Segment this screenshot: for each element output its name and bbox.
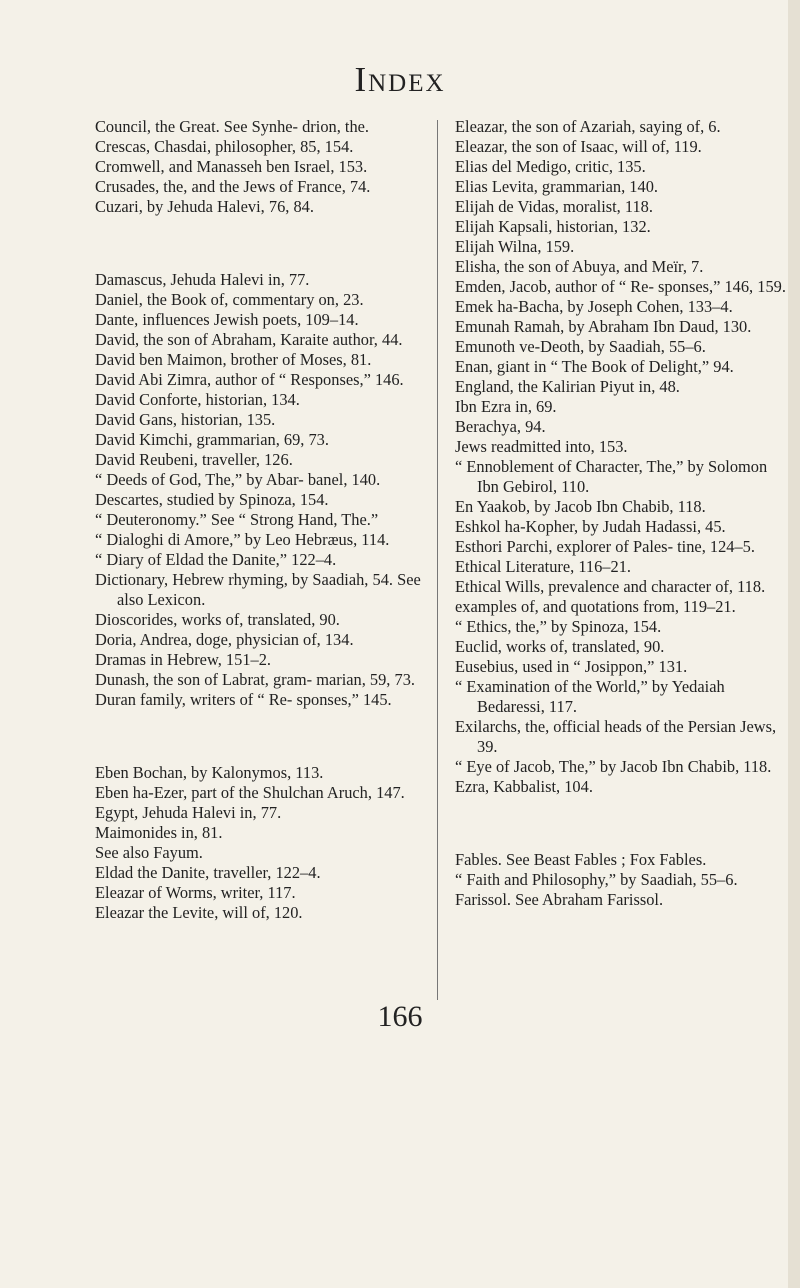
index-entry: Berachya, 94.	[455, 417, 546, 436]
page-title: Index	[354, 60, 446, 99]
index-entry: Elisha, the son of Abuya, and Meïr, 7.	[455, 257, 704, 276]
index-entry: Emek ha-Bacha, by Joseph Cohen, 133–4.	[455, 297, 733, 316]
page-edge	[788, 0, 800, 1288]
index-entry: Esthori Parchi, explorer of Pales- tine, 124–5.	[455, 537, 755, 556]
page-number: 166	[377, 1000, 423, 1033]
index-entry: Elijah Kapsali, historian, 132.	[455, 217, 651, 236]
index-entry: Dunash, the son of Labrat, gram- marian, 59, 73.	[95, 669, 415, 689]
index-entry: Descartes, studied by Spinoza, 154.	[95, 489, 329, 509]
index-entry: Fables. See Beast Fables ; Fox Fables.	[455, 849, 707, 869]
index-entry: David Conforte, historian, 134.	[95, 389, 300, 409]
column-divider	[437, 120, 438, 1000]
index-entry: “ Deuteronomy.” See “ Strong Hand, The.”	[95, 509, 379, 529]
index-entry: Ibn Ezra in, 69.	[455, 397, 557, 416]
index-entry: Eleazar of Worms, writer, 117.	[95, 882, 296, 902]
index-entry: Ethical Wills, prevalence and character of, 118.	[455, 577, 766, 596]
index-entry: David Gans, historian, 135.	[95, 409, 276, 429]
index-entry: David Reubeni, traveller, 126.	[95, 449, 293, 469]
index-entry: Eben Bochan, by Kalonymos, 113.	[95, 762, 324, 782]
index-entry: examples of, and quotations from, 119–21.	[455, 597, 736, 616]
index-entry: Damascus, Jehuda Halevi in, 77.	[95, 269, 310, 289]
index-entry: David Abi Zimra, author of “ Responses,” 146.	[95, 369, 404, 389]
index-entry: Dante, influences Jewish poets, 109–14.	[95, 309, 359, 329]
index-entry: Doria, Andrea, doge, physician of, 134.	[95, 629, 354, 649]
index-entry: Eben ha-Ezer, part of the Shulchan Aruch, 147.	[95, 782, 405, 802]
index-entry: Dramas in Hebrew, 151–2.	[95, 649, 271, 669]
index-entry: Elias del Medigo, critic, 135.	[455, 157, 646, 176]
index-entry: David ben Maimon, brother of Moses, 81.	[95, 349, 372, 369]
index-entry: Ezra, Kabbalist, 104.	[455, 777, 593, 796]
index-entry: Eshkol ha-Kopher, by Judah Hadassi, 45.	[455, 517, 726, 536]
index-entry: “ Faith and Philosophy,” by Saadiah, 55–6.	[455, 869, 738, 889]
index-entry: Elijah de Vidas, moralist, 118.	[455, 197, 653, 216]
index-entry: Eleazar, the son of Azariah, saying of, 6.	[455, 117, 721, 136]
index-entry: Emunah Ramah, by Abraham Ibn Daud, 130.	[455, 317, 752, 336]
index-entry: Eleazar, the son of Isaac, will of, 119.	[455, 137, 702, 156]
index-entry: Exilarchs, the, official heads of the Persian Jews, 39.	[455, 717, 777, 756]
index-entry: Elijah Wilna, 159.	[455, 237, 575, 256]
index-entry: “ Ethics, the,” by Spinoza, 154.	[455, 617, 662, 636]
index-entry: Farissol. See Abraham Farissol.	[455, 889, 664, 909]
index-entry: “ Eye of Jacob, The,” by Jacob Ibn Chabib, 118.	[455, 757, 772, 776]
index-entry: Dictionary, Hebrew rhyming, by Saadiah, 54. See also Lexicon.	[95, 569, 421, 609]
index-entry: Emden, Jacob, author of “ Re- sponses,” 146, 159.	[455, 277, 786, 296]
index-entry: See also Fayum.	[95, 842, 203, 862]
index-entry: Daniel, the Book of, commentary on, 23.	[95, 289, 364, 309]
index-entry: Dioscorides, works of, translated, 90.	[95, 609, 340, 629]
index-entry: David Kimchi, grammarian, 69, 73.	[95, 429, 329, 449]
index-entry: David, the son of Abraham, Karaite author, 44.	[95, 329, 403, 349]
index-entry: Council, the Great. See Synhe- drion, the.	[95, 117, 370, 136]
index-entry: Eusebius, used in “ Josippon,” 131.	[455, 657, 688, 676]
letter-section-gap	[455, 813, 788, 833]
index-entry: Eleazar the Levite, will of, 120.	[95, 902, 303, 922]
index-entry: Eldad the Danite, traveller, 122–4.	[95, 862, 321, 882]
index-entry: Enan, giant in “ The Book of Delight,” 94.	[455, 357, 734, 376]
index-entry: “ Diary of Eldad the Danite,” 122–4.	[95, 549, 337, 569]
index-entry: En Yaakob, by Jacob Ibn Chabib, 118.	[455, 497, 706, 516]
index-entry: England, the Kalirian Piyut in, 48.	[455, 377, 680, 396]
index-entry: “ Dialoghi di Amore,” by Leo Hebræus, 114.	[95, 529, 390, 549]
index-entry: Emunoth ve-Deoth, by Saadiah, 55–6.	[455, 337, 706, 356]
index-entry: “ Ennoblement of Character, The,” by Solomon Ibn Gebirol, 110.	[455, 457, 768, 496]
index-entry: Euclid, works of, translated, 90.	[455, 637, 665, 656]
index-entry: Ethical Literature, 116–21.	[455, 557, 631, 576]
index-column-left	[95, 117, 428, 923]
index-entry: Cromwell, and Manasseh ben Israel, 153.	[95, 157, 368, 176]
index-entry: Duran family, writers of “ Re- sponses,” 145.	[95, 689, 392, 709]
index-entry: Maimonides in, 81.	[95, 822, 223, 842]
index-entry: “ Examination of the World,” by Yedaiah Bedaressi, 117.	[455, 677, 725, 716]
letter-section-gap	[95, 726, 428, 746]
index-entry: Egypt, Jehuda Halevi in, 77.	[95, 802, 282, 822]
index-entry: Elias Levita, grammarian, 140.	[455, 177, 658, 196]
index-column-right	[455, 117, 788, 910]
letter-section-gap	[95, 233, 428, 253]
index-entry: Cuzari, by Jehuda Halevi, 76, 84.	[95, 197, 314, 216]
index-entry: Jews readmitted into, 153.	[455, 437, 628, 456]
index-entry: Crusades, the, and the Jews of France, 74.	[95, 177, 371, 196]
index-entry: “ Deeds of God, The,” by Abar- banel, 140.	[95, 469, 381, 489]
index-entry: Crescas, Chasdai, philosopher, 85, 154.	[95, 137, 354, 156]
